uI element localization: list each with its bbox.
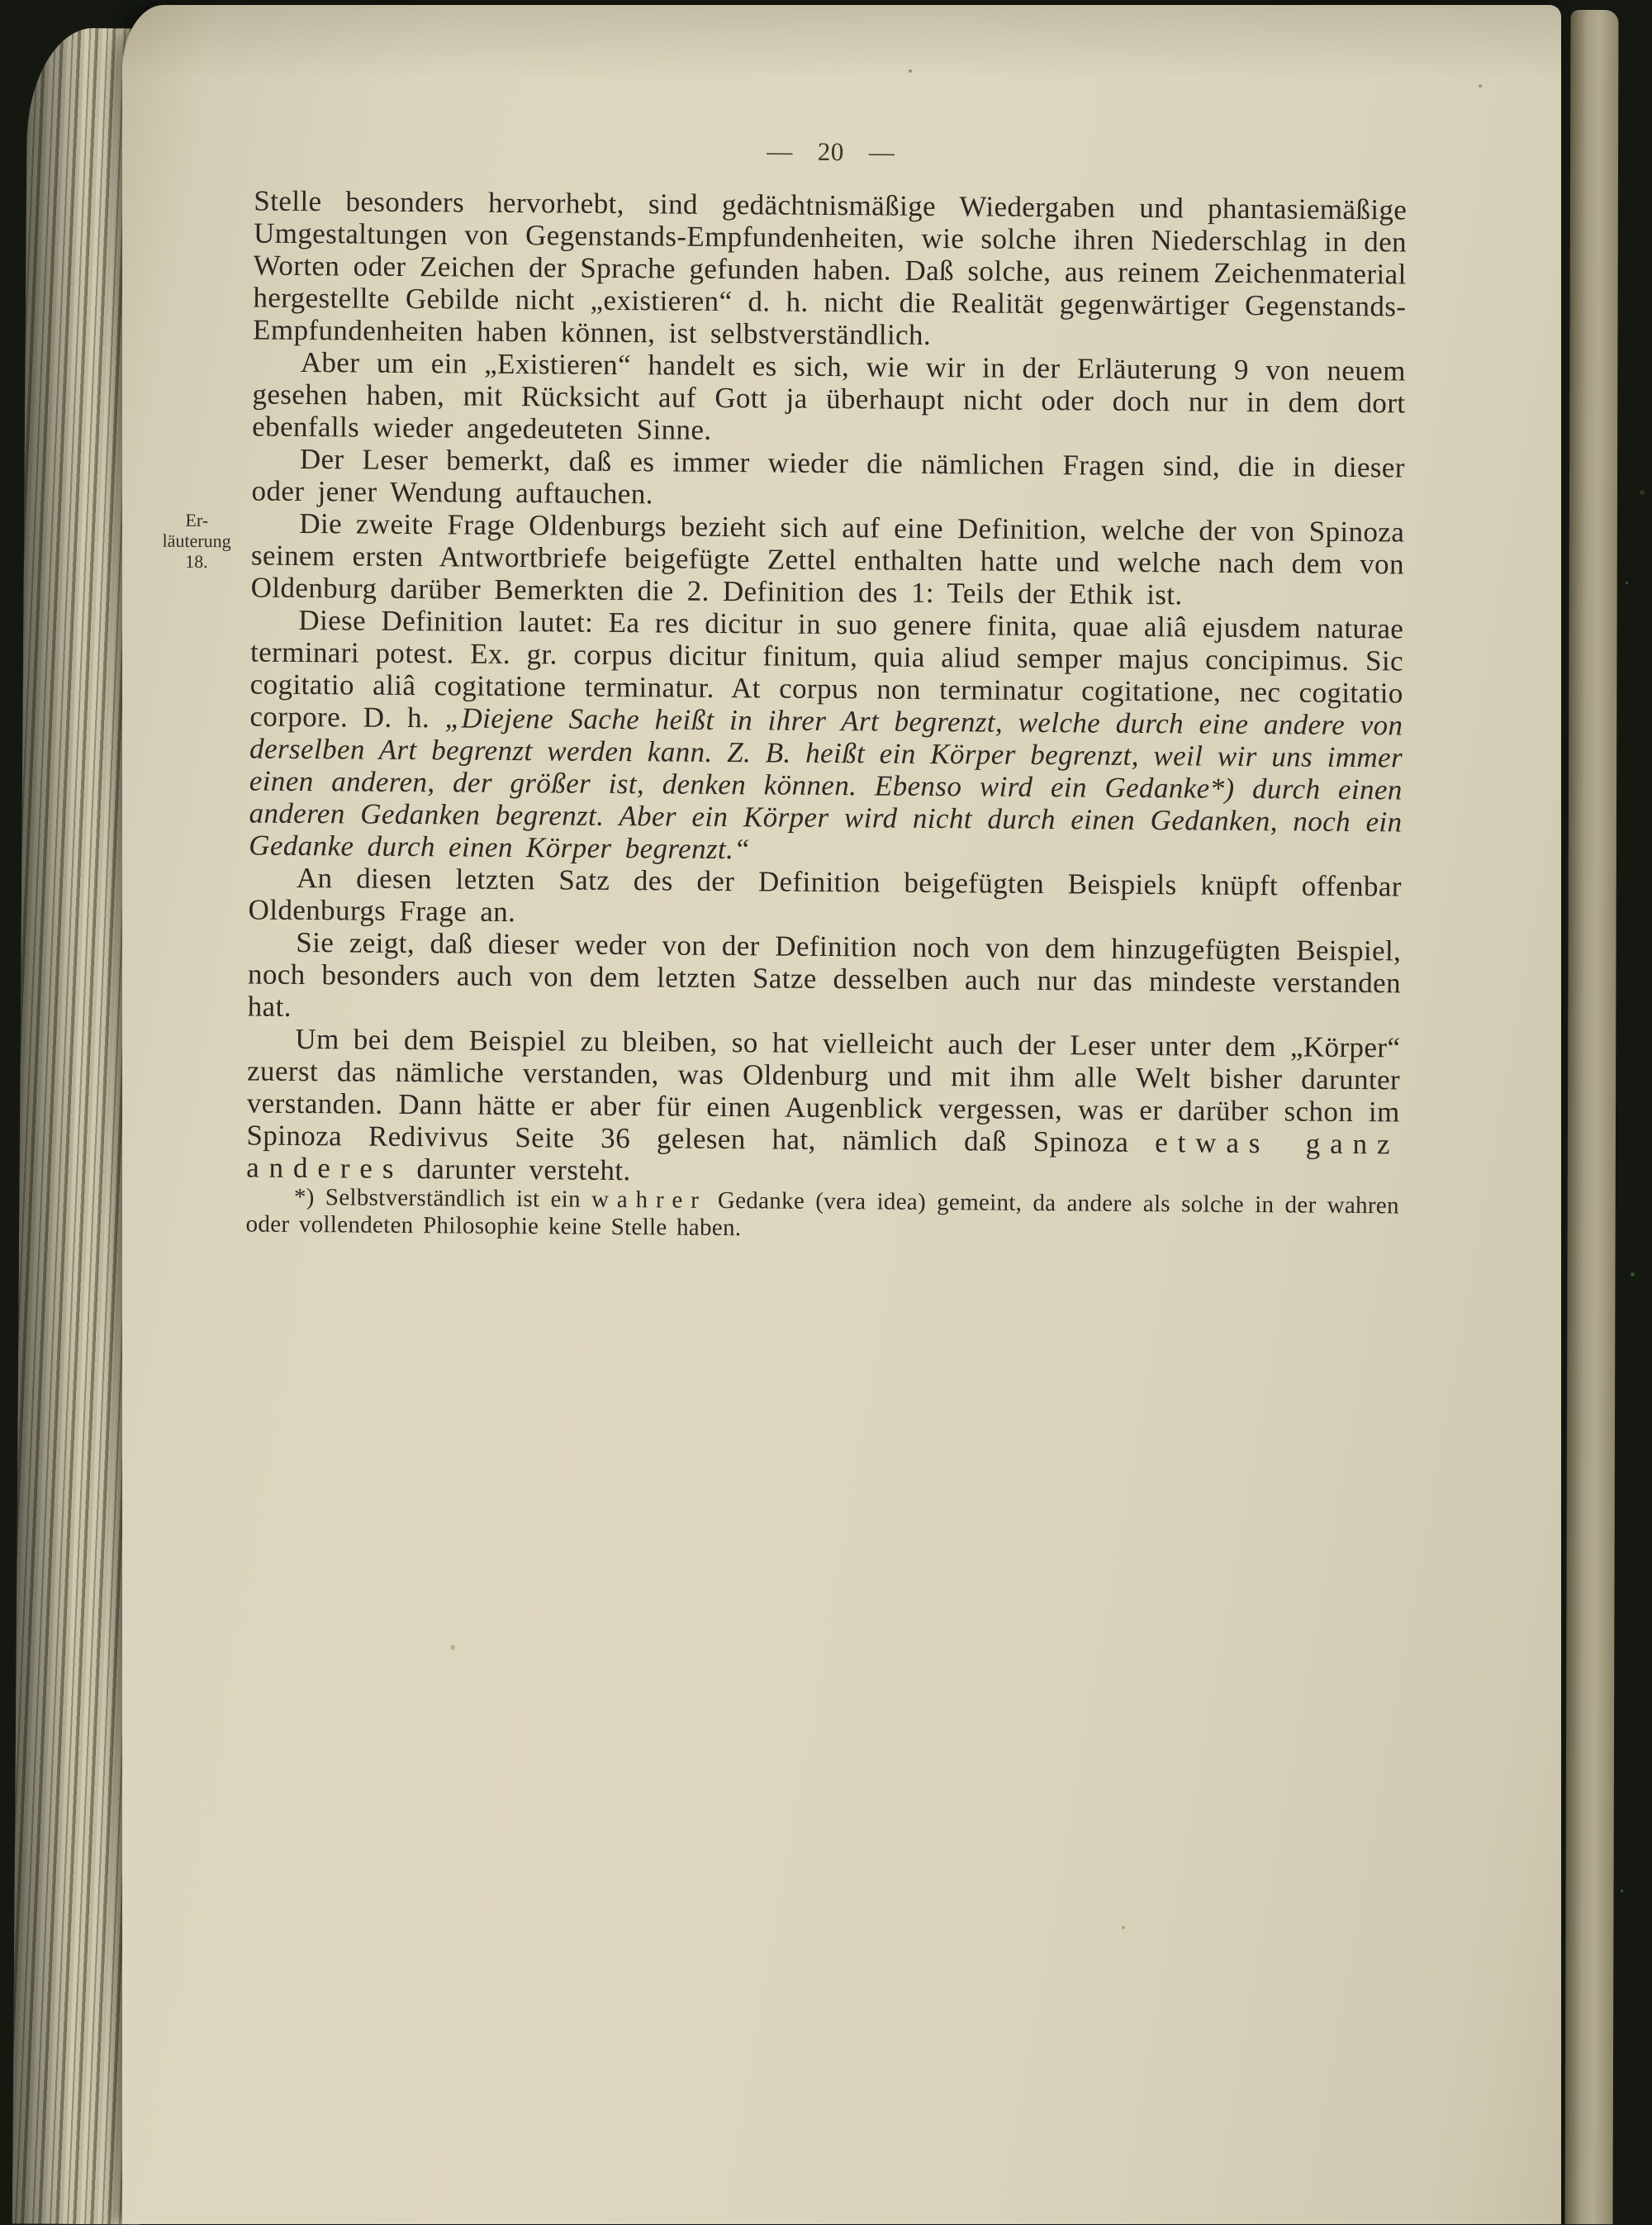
paragraph-2: Aber um ein „Existieren“ handelt es sich, wie wir in der Erläuterung 9 von neuem gesehen haben, mit Rücksicht auf Gott ja überhaupt nicht oder doch nur in dem dort ebenfalls wieder angedeuteten Sinne. — [252, 345, 1406, 446]
paragraph-8 — [246, 1022, 1400, 1192]
paragraph-4: Die zweite Frage Oldenburgs bezieht sich auf eine Definition, welche der von Spinoza seinem ersten Antwortbriefe beigefügte Zettel enthalten hatte und welche nach dem von Oldenburg darüber Bemerkten die 2. Definition des 1: Teils der Ethik ist. — [250, 506, 1405, 611]
paragraph-8-text-end: darunter versteht. — [403, 1152, 631, 1187]
adjacent-page-edge — [1564, 10, 1618, 2224]
paragraph-5 — [249, 604, 1403, 871]
paragraph-1: Stelle besonders hervorhebt, sind gedächtnismäßige Wiedergaben und phantasiemäßige Umgestaltungen von Gegenstands-Empfundenheiten, wie solche ihren Niederschlag in den Worten oder Zeichen der Sprache gefunden haben. Daß solche, aus reinem Zeichenmaterial hergestellte Gebilde nicht „existieren“ d. h. nicht die Realität gegenwärtiger Gegenstands-Empfundenheiten haben können, ist selbstverständlich. — [252, 184, 1408, 351]
paragraph-3: Der Leser bemerkt, daß es immer wieder die nämlichen Fragen sind, die in dieser oder jener Wendung auftauchen. — [251, 442, 1406, 511]
page-number-dash-left: — — [767, 136, 793, 166]
emphasis-spaced-text: etwas ganz anderes — [246, 1126, 1400, 1185]
footnote-text-start: *) Selbstverständlich ist ein — [293, 1183, 592, 1213]
text-block — [162, 131, 1408, 1248]
background-dust-specks — [0, 0, 2, 2]
margin-note-line-1: Er- — [185, 509, 209, 531]
definition-latin-text: Diese Definition lautet: Ea res dicitur in suo genere finita, quae aliâ ejusdem naturae terminari potest. Ex. gr. corpus dicitur finitum, quia aliud semper majus concipimus. Sic cogitatio aliâ cogitatione terminatur. At corpus non terminatur cogitatione, nec cogitatio corpore. D. h. — [249, 603, 1404, 735]
paper-blemishes — [122, 5, 126, 8]
book-page — [122, 5, 1561, 2224]
paragraph-6: An diesen letzten Satz des der Definition beigefügten Beispiels knüpft offenbar Oldenburgs Frage an. — [248, 861, 1403, 929]
paragraph-8-text-start: Um bei dem Beispiel zu bleiben, so hat vielleicht auch der Leser unter dem „Körper“ zuerst das nämliche verstanden, was Oldenburg und mit ihm alle Welt bisher darunter verstanden. Dann hätte er aber für einen Augenblick vergessen, was er darüber schon im Spinoza Redivivus Seite 36 gelesen hat, nämlich daß Spinoza — [246, 1022, 1401, 1159]
footnote-spaced-word: wahrer — [591, 1186, 707, 1214]
footnote — [245, 1183, 1398, 1247]
page-number — [254, 131, 1408, 173]
definition-german-translation: „Diejene Sache heißt in ihrer Art begrenzt, welche durch eine andere von derselben Art begrenzt werden kann. Z. B. heißt ein Körper begrenzt, weil wir uns immer einen anderen, der größer ist, denken können. Ebenso wird ein Gedanke*) durch einen anderen Gedanken begrenzt. Aber ein Körper wird nicht durch einen Gedanken, noch ein Gedanke durch einen Körper begrenzt.“ — [249, 701, 1403, 866]
paragraph-7: Sie zeigt, daß dieser weder von der Definition noch von dem hinzugefügten Beispiel, noch besonders auch von dem letzten Satze desselben auch nur das mindeste verstanden hat. — [247, 925, 1402, 1023]
margin-note-line-3: 18. — [185, 550, 208, 573]
page-number-value: 20 — [817, 136, 844, 167]
footnote-text-end: Gedanke (vera idea) gemeint, da andere als solche in der wahren oder vollendeten Philosophie keine Stelle haben. — [245, 1186, 1399, 1242]
page-number-dash-right: — — [868, 137, 895, 167]
paragraph-4-wrapper — [162, 506, 1405, 613]
margin-note — [147, 510, 247, 573]
margin-note-line-2: läuterung — [162, 530, 231, 552]
